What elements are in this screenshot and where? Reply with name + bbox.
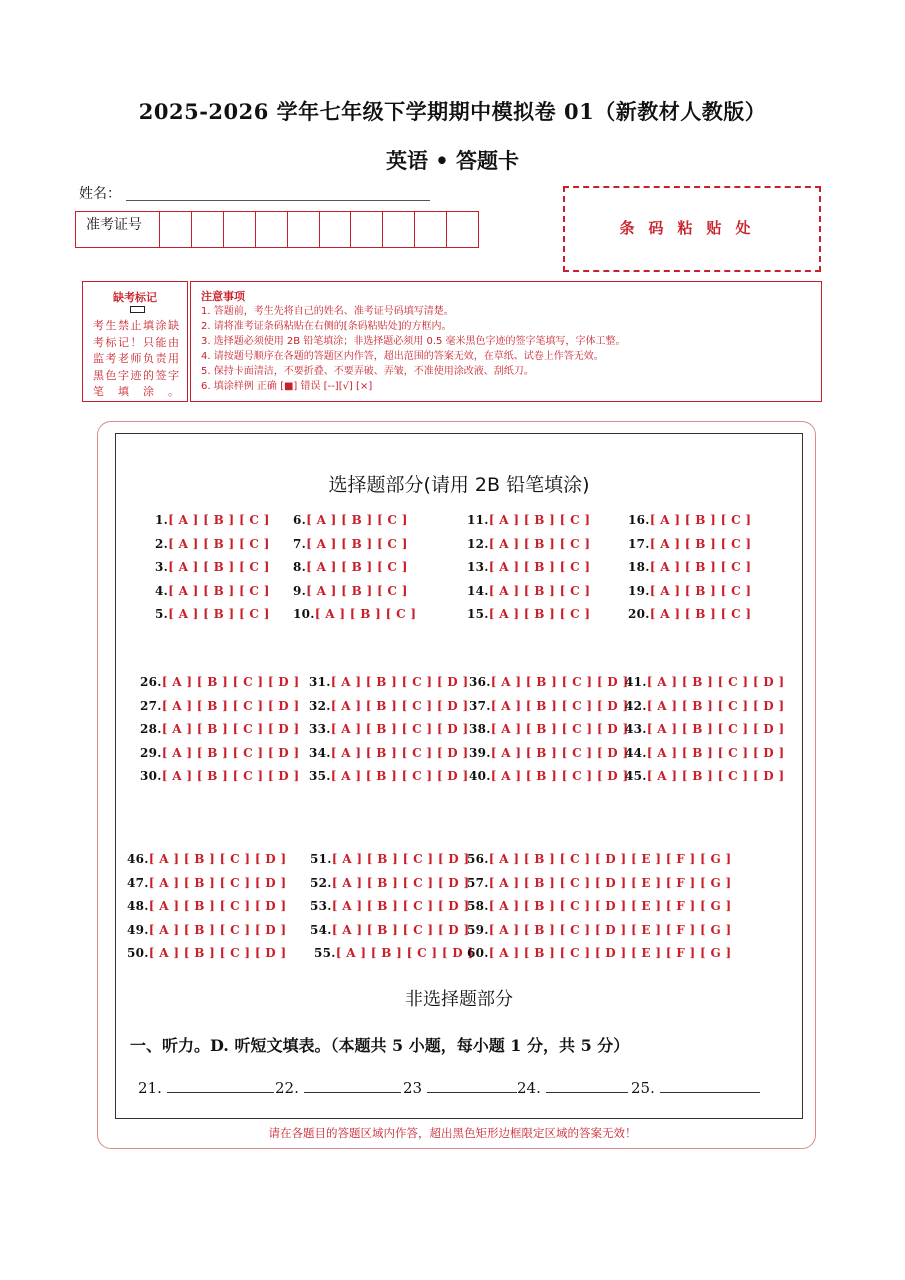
- answer-options[interactable]: [ A ] [ B ] [ C ] [ D ]: [331, 899, 470, 914]
- question-number: 56.: [467, 852, 489, 866]
- question-number: 50.: [127, 946, 149, 961]
- answer-options[interactable]: [ A ] [ B ] [ C ]: [306, 536, 408, 551]
- question-number: 30.: [140, 769, 162, 784]
- mcq-question[interactable]: [127, 946, 286, 960]
- blank-number: 21.: [138, 1079, 162, 1097]
- blank-number: 22.: [275, 1079, 299, 1097]
- question-number: 5.: [155, 607, 169, 622]
- answer-options[interactable]: [ A ] [ B ] [ C ] [ D ]: [646, 698, 785, 713]
- question-number: 19.: [628, 583, 650, 598]
- notice-line: 4. 请按题号顺序在各题的答题区内作答，超出范围的答案无效，在草纸、试卷上作答无效。: [201, 351, 604, 362]
- question-number: 37.: [469, 698, 491, 713]
- mcq-question[interactable]: [628, 513, 751, 527]
- answer-options[interactable]: [ A ] [ B ] [ C ] [ D ]: [331, 875, 470, 890]
- non-mcq-heading: 非选择题部分: [405, 989, 513, 1010]
- question-number: 45.: [625, 769, 647, 784]
- question-number: 26.: [140, 675, 162, 689]
- question-number: 52.: [310, 875, 332, 890]
- answer-options[interactable]: [ A ] [ B ] [ C ]: [488, 536, 591, 551]
- question-number: 14.: [467, 583, 489, 598]
- question-number: 28.: [140, 722, 162, 737]
- question-number: 16.: [628, 513, 650, 527]
- answer-line[interactable]: [660, 1078, 760, 1093]
- blank-21: [138, 1078, 274, 1097]
- answer-options[interactable]: [ A ] [ B ] [ C ] [ D ]: [490, 769, 629, 784]
- answer-options[interactable]: [ A ] [ B ] [ C ]: [488, 607, 591, 622]
- notice-line: 5. 保持卡面清洁，不要折叠、不要弄破、弄皱，不准使用涂改液、刮纸刀。: [201, 366, 534, 377]
- answer-options[interactable]: [ A ] [ B ] [ C ] [ D ]: [148, 875, 287, 890]
- mcq-question[interactable]: [310, 876, 469, 890]
- question-number: 31.: [309, 675, 331, 689]
- mcq-question[interactable]: [467, 537, 590, 551]
- blank-number: 24.: [517, 1079, 541, 1097]
- question-number: 4.: [155, 583, 169, 598]
- mcq-question[interactable]: [127, 899, 286, 913]
- question-number: 36.: [469, 675, 491, 689]
- answer-options[interactable]: [ A ] [ B ] [ C ]: [306, 513, 408, 527]
- answer-options[interactable]: [ A ] [ B ] [ C ]: [488, 560, 591, 575]
- mcq-question[interactable]: [625, 769, 784, 783]
- question-number: 43.: [625, 722, 647, 737]
- exam-number-cell[interactable]: [351, 212, 383, 247]
- mcq-question[interactable]: [310, 923, 469, 937]
- mcq-question[interactable]: [469, 769, 628, 783]
- blank-22: [275, 1078, 401, 1097]
- answer-options[interactable]: [ A ] [ B ] [ C ] [ D ] [ E ] [ F ] [ G ]: [488, 875, 732, 890]
- answer-options[interactable]: [ A ] [ B ] [ C ] [ D ] [ E ] [ F ] [ G ]: [488, 922, 732, 937]
- mcq-question[interactable]: [309, 699, 468, 713]
- notice-title: 注意事项: [201, 290, 245, 303]
- question-number: 54.: [310, 922, 332, 937]
- mcq-question[interactable]: [293, 607, 416, 621]
- question-number: 59.: [467, 922, 489, 937]
- mcq-question[interactable]: [155, 513, 270, 527]
- mcq-question[interactable]: [310, 899, 469, 913]
- answer-options[interactable]: [ A ] [ B ] [ C ]: [168, 513, 270, 527]
- answer-options[interactable]: [ A ] [ B ] [ C ]: [306, 583, 408, 598]
- answer-options[interactable]: [ A ] [ B ] [ C ]: [488, 513, 591, 527]
- blank-number: 25.: [631, 1079, 655, 1097]
- exam-number-cell[interactable]: [320, 212, 352, 247]
- answer-options[interactable]: [ A ] [ B ] [ C ]: [649, 560, 752, 575]
- mcq-question[interactable]: [309, 769, 468, 783]
- question-number: 10.: [293, 607, 315, 622]
- mcq-question[interactable]: [140, 699, 299, 713]
- notice-line: 6. 填涂样例 正确 [■] 错误 [--][√] [×]: [201, 381, 373, 392]
- question-number: 48.: [127, 899, 149, 914]
- mcq-question[interactable]: [140, 746, 299, 760]
- mcq-question[interactable]: [293, 513, 408, 527]
- mcq-heading: 选择题部分(请用 2B 铅笔填涂): [328, 474, 590, 496]
- mcq-question[interactable]: [628, 607, 751, 621]
- mcq-question[interactable]: [469, 722, 628, 736]
- question-number: 17.: [628, 536, 650, 551]
- mcq-question[interactable]: [155, 584, 270, 598]
- answer-options[interactable]: [ A ] [ B ] [ C ] [ D ]: [330, 698, 469, 713]
- mcq-question[interactable]: [127, 876, 286, 890]
- mcq-question[interactable]: [155, 560, 270, 574]
- answer-options[interactable]: [ A ] [ B ] [ C ] [ D ]: [330, 745, 469, 760]
- question-number: 42.: [625, 698, 647, 713]
- mcq-question[interactable]: [625, 746, 784, 760]
- mcq-question[interactable]: [625, 699, 784, 713]
- answer-options[interactable]: [ A ] [ B ] [ C ] [ D ]: [148, 899, 287, 914]
- answer-options[interactable]: [ A ] [ B ] [ C ] [ D ]: [490, 698, 629, 713]
- question-number: 8.: [293, 560, 307, 575]
- answer-options[interactable]: [ A ] [ B ] [ C ]: [314, 607, 417, 622]
- mcq-question[interactable]: [628, 537, 751, 551]
- question-number: 34.: [309, 745, 331, 760]
- mcq-question[interactable]: [469, 675, 628, 689]
- answer-options[interactable]: [ A ] [ B ] [ C ] [ D ]: [148, 852, 287, 866]
- question-number: 33.: [309, 722, 331, 737]
- question-number: 3.: [155, 560, 169, 575]
- question-number: 57.: [467, 875, 489, 890]
- answer-options[interactable]: [ A ] [ B ] [ C ] [ D ]: [161, 698, 300, 713]
- answer-options[interactable]: [ A ] [ B ] [ C ]: [168, 560, 270, 575]
- name-field[interactable]: [126, 200, 430, 201]
- answer-line[interactable]: [546, 1078, 628, 1093]
- question-number: 53.: [310, 899, 332, 914]
- name-label: 姓名：: [79, 186, 121, 202]
- absent-mark-description: 考生禁止填涂缺考标记！只能由监考老师负责用黑色字迹的签字笔填涂。: [93, 319, 179, 398]
- answer-options[interactable]: [ A ] [ B ] [ C ] [ D ] [ E ] [ F ] [ G ]: [488, 946, 732, 961]
- answer-options[interactable]: [ A ] [ B ] [ C ]: [306, 560, 408, 575]
- exam-number-box: [75, 211, 479, 248]
- question-number: 2.: [155, 536, 169, 551]
- mcq-question[interactable]: [309, 722, 468, 736]
- answer-line[interactable]: [427, 1078, 517, 1093]
- notice-line: 1. 答题前，考生先将自己的姓名、准考证号码填写清楚。: [201, 306, 454, 317]
- question-number: 38.: [469, 722, 491, 737]
- answer-options[interactable]: [ A ] [ B ] [ C ]: [168, 583, 270, 598]
- mcq-question[interactable]: [625, 722, 784, 736]
- answer-options[interactable]: [ A ] [ B ] [ C ] [ D ]: [161, 675, 300, 689]
- answer-options[interactable]: [ A ] [ B ] [ C ] [ D ]: [148, 946, 287, 961]
- question-number: 58.: [467, 899, 489, 914]
- question-number: 60.: [467, 946, 489, 961]
- answer-line[interactable]: [167, 1078, 274, 1093]
- mcq-question[interactable]: [467, 899, 731, 913]
- question-number: 46.: [127, 852, 149, 866]
- mcq-question[interactable]: [155, 607, 270, 621]
- mcq-question[interactable]: [293, 560, 408, 574]
- blank-25: [631, 1078, 760, 1097]
- question-number: 41.: [625, 675, 647, 689]
- exam-number-cell[interactable]: [160, 212, 192, 247]
- question-number: 35.: [309, 769, 331, 784]
- mcq-question[interactable]: [314, 946, 473, 960]
- blank-23: [403, 1078, 517, 1097]
- answer-options[interactable]: [ A ] [ B ] [ C ] [ D ]: [646, 745, 785, 760]
- page-title: 2025-2026 学年七年级下学期期中模拟卷 01（新教材人教版）: [138, 99, 767, 124]
- mcq-question[interactable]: [293, 537, 408, 551]
- question-number: 18.: [628, 560, 650, 575]
- exam-number-cell[interactable]: [383, 212, 415, 247]
- answer-options[interactable]: [ A ] [ B ] [ C ] [ D ]: [331, 922, 470, 937]
- question-number: 11.: [467, 513, 489, 527]
- question-number: 13.: [467, 560, 489, 575]
- answer-options[interactable]: [ A ] [ B ] [ C ] [ D ]: [161, 745, 300, 760]
- mcq-question[interactable]: [625, 675, 784, 689]
- exam-number-cell[interactable]: [224, 212, 256, 247]
- mcq-question[interactable]: [467, 513, 590, 527]
- mcq-question[interactable]: [140, 722, 299, 736]
- answer-options[interactable]: [ A ] [ B ] [ C ] [ D ]: [490, 675, 629, 689]
- exam-number-cell[interactable]: [415, 212, 447, 247]
- mcq-question[interactable]: [469, 699, 628, 713]
- mcq-question[interactable]: [467, 607, 590, 621]
- answer-options[interactable]: [ A ] [ B ] [ C ] [ D ]: [330, 722, 469, 737]
- answer-options[interactable]: [ A ] [ B ] [ C ] [ D ]: [148, 922, 287, 937]
- question-number: 9.: [293, 583, 307, 598]
- mcq-question[interactable]: [127, 852, 286, 866]
- question-number: 12.: [467, 536, 489, 551]
- mcq-question[interactable]: [628, 584, 751, 598]
- question-number: 47.: [127, 875, 149, 890]
- question-number: 20.: [628, 607, 650, 622]
- page-subtitle: 英语 • 答题卡: [385, 148, 520, 173]
- barcode-area: [563, 186, 821, 272]
- question-number: 40.: [469, 769, 491, 784]
- question-number: 49.: [127, 922, 149, 937]
- mcq-question[interactable]: [467, 946, 731, 960]
- question-number: 15.: [467, 607, 489, 622]
- answer-options[interactable]: [ A ] [ B ] [ C ] [ D ]: [161, 769, 300, 784]
- absent-mark-box: [82, 281, 188, 402]
- barcode-label: 条码粘贴处: [619, 218, 765, 237]
- question-number: 6.: [293, 513, 307, 527]
- question-number: 29.: [140, 745, 162, 760]
- answer-line[interactable]: [304, 1078, 401, 1093]
- notice-line: 2. 请将准考证条码粘贴在右侧的[条码粘贴处]的方框内。: [201, 321, 452, 332]
- answer-options[interactable]: [ A ] [ B ] [ C ] [ D ] [ E ] [ F ] [ G ]: [488, 899, 732, 914]
- mcq-question[interactable]: [140, 769, 299, 783]
- question-number: 44.: [625, 745, 647, 760]
- footer-note: 请在各题目的答题区域内作答，超出黑色矩形边框限定区域的答案无效！: [268, 1126, 637, 1140]
- question-number: 7.: [293, 536, 307, 551]
- answer-options[interactable]: [ A ] [ B ] [ C ] [ D ]: [161, 722, 300, 737]
- answer-options[interactable]: [ A ] [ B ] [ C ]: [488, 583, 591, 598]
- mcq-question[interactable]: [140, 675, 299, 689]
- answer-options[interactable]: [ A ] [ B ] [ C ] [ D ]: [646, 675, 785, 689]
- answer-options[interactable]: [ A ] [ B ] [ C ] [ D ]: [331, 852, 470, 866]
- mcq-question[interactable]: [127, 923, 286, 937]
- answer-options[interactable]: [ A ] [ B ] [ C ] [ D ]: [646, 769, 785, 784]
- mcq-question[interactable]: [155, 537, 270, 551]
- answer-options[interactable]: [ A ] [ B ] [ C ] [ D ]: [330, 675, 469, 689]
- blank-24: [517, 1078, 628, 1097]
- exam-number-cell[interactable]: [256, 212, 288, 247]
- mcq-question[interactable]: [469, 746, 628, 760]
- answer-options[interactable]: [ A ] [ B ] [ C ]: [168, 607, 270, 622]
- blank-number: 23: [403, 1079, 423, 1097]
- mcq-question[interactable]: [628, 560, 751, 574]
- absent-mark-bubble[interactable]: [130, 306, 145, 313]
- answer-options[interactable]: [ A ] [ B ] [ C ]: [649, 513, 752, 527]
- mcq-question[interactable]: [309, 675, 468, 689]
- mcq-question[interactable]: [467, 560, 590, 574]
- mcq-question[interactable]: [467, 923, 731, 937]
- answer-options[interactable]: [ A ] [ B ] [ C ]: [649, 583, 752, 598]
- answer-options[interactable]: [ A ] [ B ] [ C ] [ D ]: [490, 722, 629, 737]
- mcq-question[interactable]: [467, 876, 731, 890]
- answer-options[interactable]: [ A ] [ B ] [ C ] [ D ] [ E ] [ F ] [ G ]: [488, 852, 732, 866]
- question-number: 39.: [469, 745, 491, 760]
- answer-options[interactable]: [ A ] [ B ] [ C ]: [168, 536, 270, 551]
- question-number: 32.: [309, 698, 331, 713]
- mcq-question[interactable]: [293, 584, 408, 598]
- absent-mark-title: 缺考标记: [113, 291, 157, 304]
- listening-section-title: 一、听力。D. 听短文填表。（本题共 5 小题，每小题 1 分，共 5 分）: [130, 1036, 630, 1055]
- answer-options[interactable]: [ A ] [ B ] [ C ] [ D ]: [490, 745, 629, 760]
- exam-number-cell[interactable]: [192, 212, 224, 247]
- answer-options[interactable]: [ A ] [ B ] [ C ] [ D ]: [330, 769, 469, 784]
- answer-options[interactable]: [ A ] [ B ] [ C ]: [649, 607, 752, 622]
- question-number: 1.: [155, 513, 169, 527]
- answer-options[interactable]: [ A ] [ B ] [ C ] [ D ]: [646, 722, 785, 737]
- mcq-question[interactable]: [467, 584, 590, 598]
- exam-number-cell[interactable]: [288, 212, 320, 247]
- mcq-question[interactable]: [309, 746, 468, 760]
- question-number: 51.: [310, 852, 332, 866]
- question-number: 27.: [140, 698, 162, 713]
- notice-box: [190, 281, 822, 402]
- answer-options[interactable]: [ A ] [ B ] [ C ]: [649, 536, 752, 551]
- exam-number-cell[interactable]: [447, 212, 478, 247]
- mcq-question[interactable]: [310, 852, 469, 866]
- exam-number-label: 准考证号: [76, 212, 160, 247]
- answer-options[interactable]: [ A ] [ B ] [ C ] [ D ]: [335, 946, 474, 961]
- question-number: 55.: [314, 946, 336, 961]
- notice-line: 3. 选择题必须使用 2B 铅笔填涂；非选择题必须用 0.5 毫米黑色字迹的签字笔填写，字体工整。: [201, 336, 626, 347]
- mcq-question[interactable]: [467, 852, 731, 866]
